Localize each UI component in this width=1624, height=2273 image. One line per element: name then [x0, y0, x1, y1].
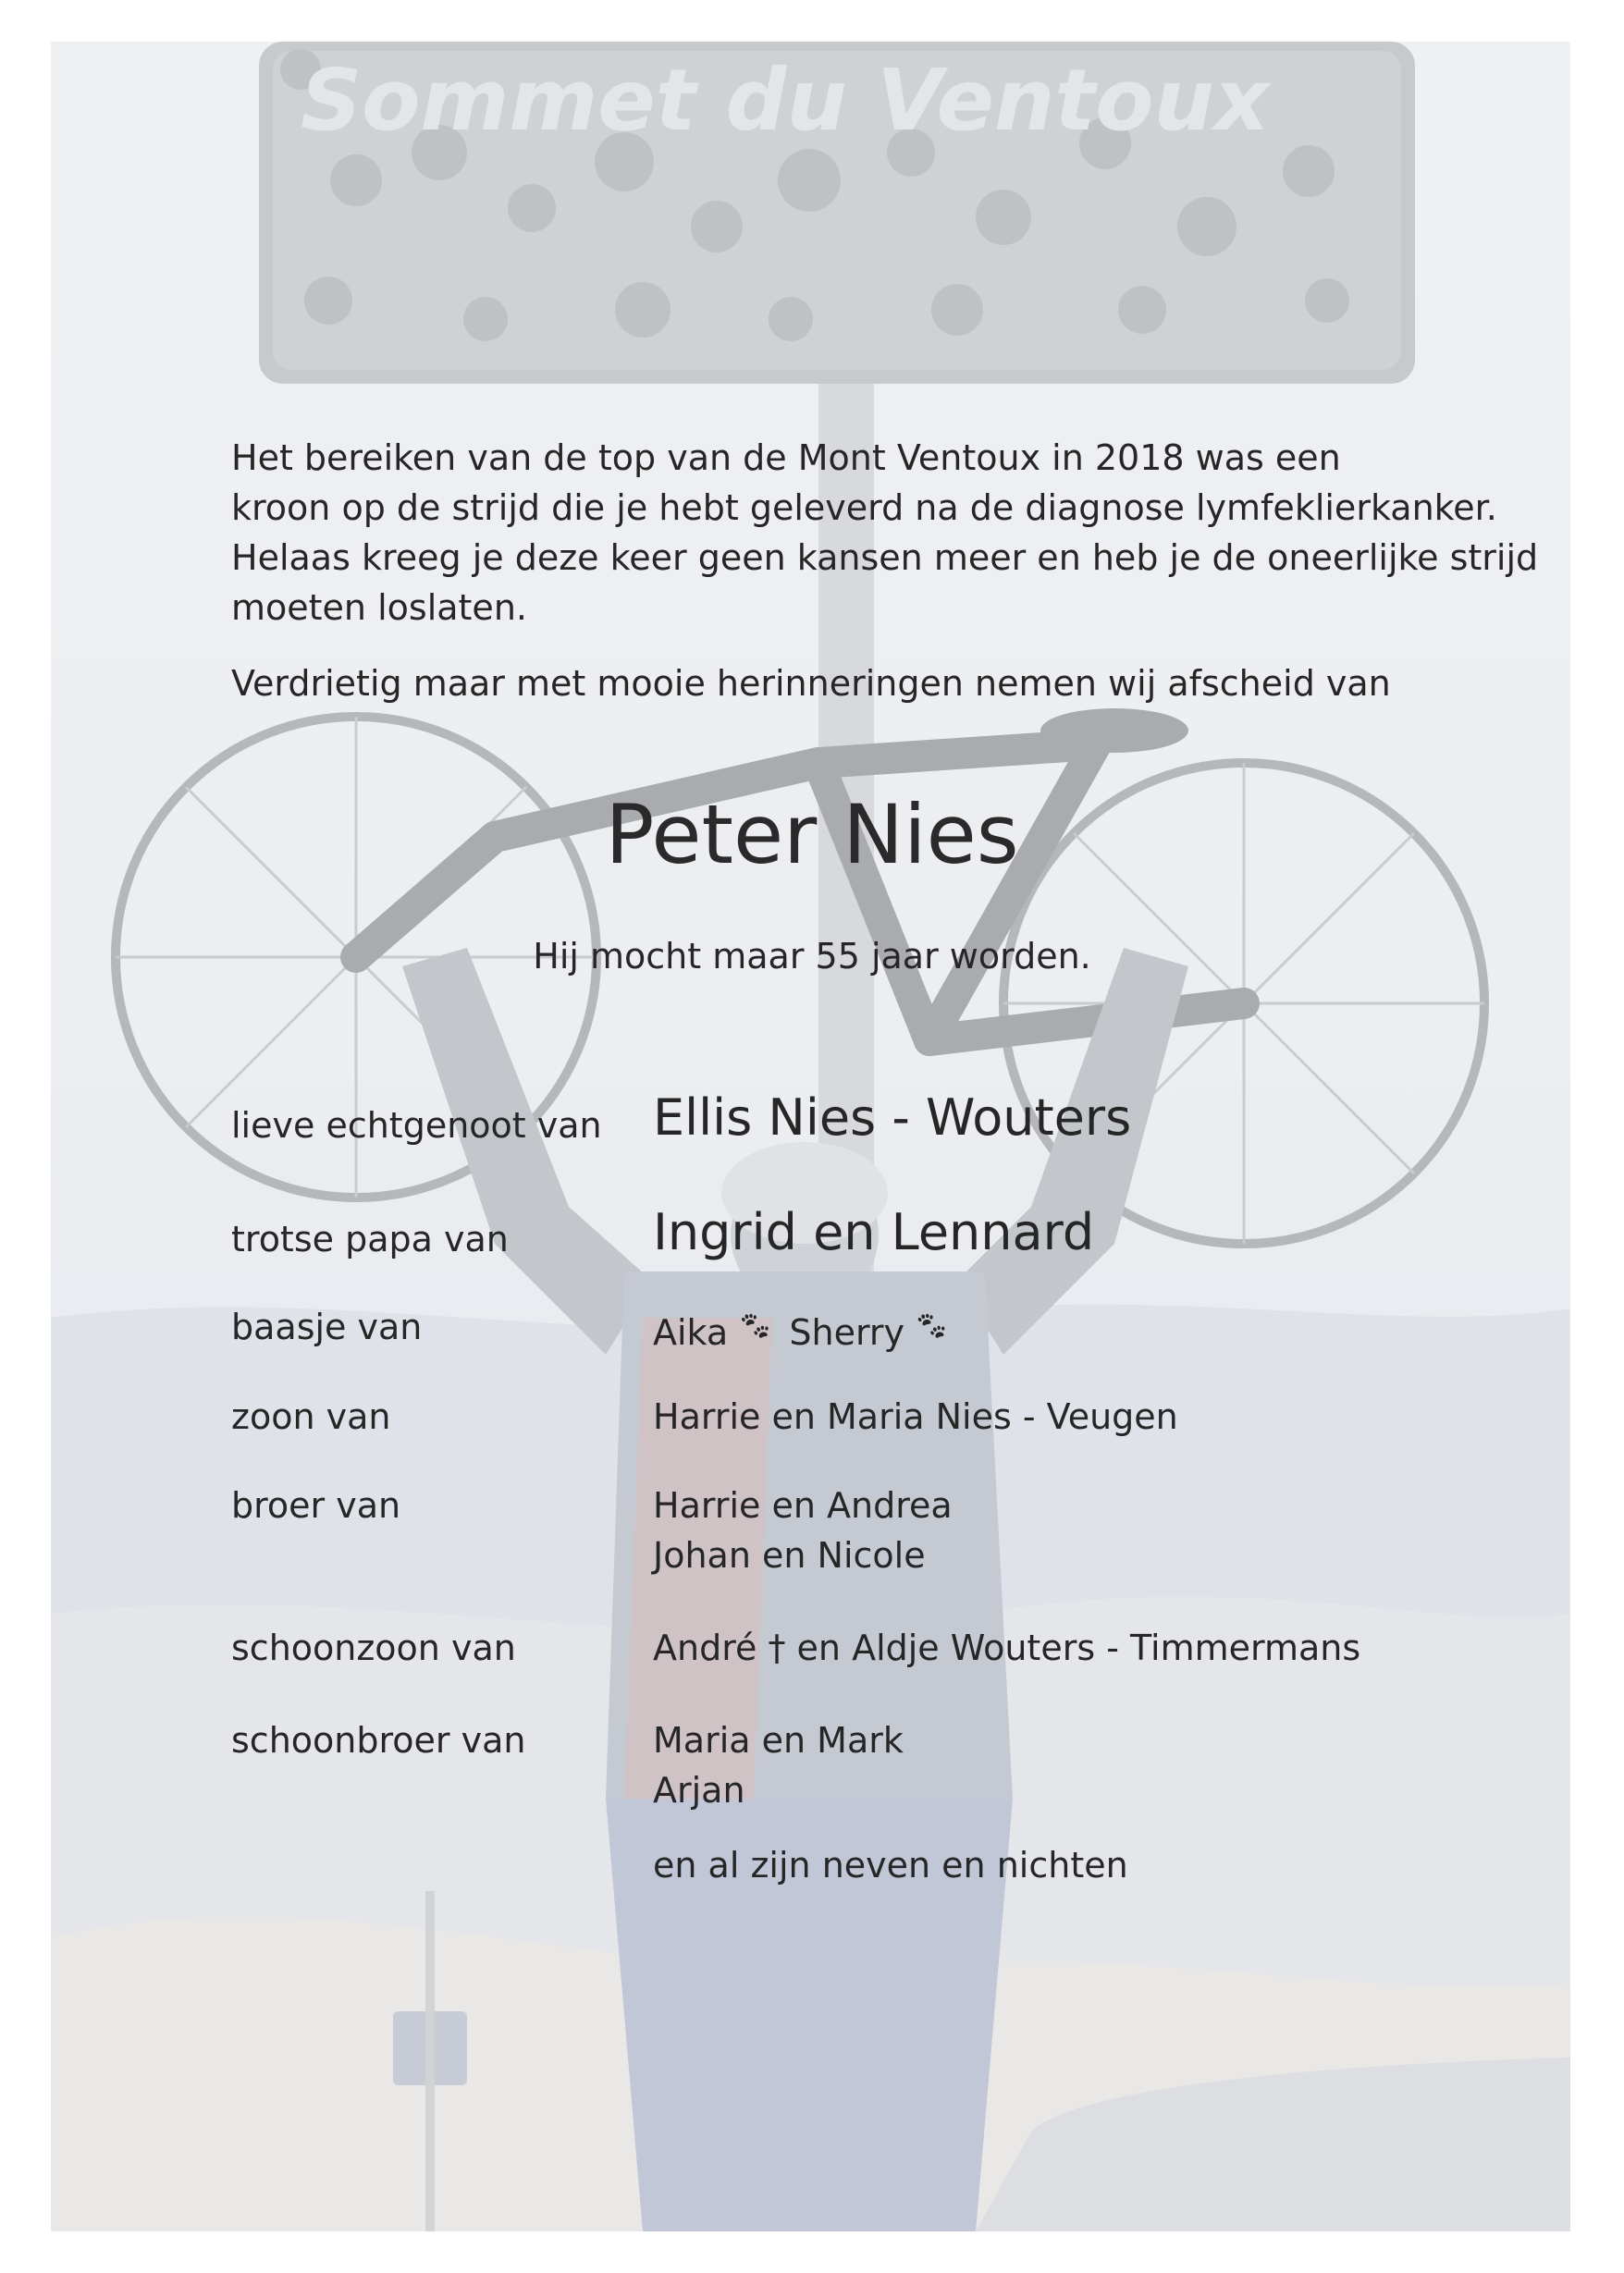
- relation-label-brother-in-law: schoonbroer van: [231, 1720, 526, 1761]
- intro-line-2: kroon op de strijd die je hebt geleverd na de diagnose lymfeklierkanker.: [231, 487, 1497, 528]
- relation-label-pets: baasje van: [231, 1307, 423, 1347]
- intro-line-3: Helaas kreeg je deze keer geen kansen meer en heb je de oneerlijke strijd: [231, 537, 1539, 578]
- farewell-text: Verdrietig maar met mooie herinneringen nemen wij afscheid van: [231, 663, 1391, 704]
- relation-label-spouse: lieve echtgenoot van: [231, 1105, 602, 1146]
- paw-icon: 🐾︎: [914, 1310, 950, 1343]
- relation-label-siblings: broer van: [231, 1485, 401, 1526]
- relation-value-brother-in-law: [653, 1715, 904, 1815]
- relation-value-siblings: [653, 1481, 953, 1580]
- sign-text: Sommet du Ventoux: [301, 51, 1270, 150]
- relation-value-children: Ingrid en Lennard: [653, 1203, 1095, 1261]
- sibling-line-1: Harrie en Andrea: [653, 1485, 953, 1526]
- pet-name-aika: Aika: [653, 1312, 729, 1353]
- relation-label-parents: zoon van: [231, 1396, 391, 1437]
- intro-paragraph: [231, 433, 1544, 633]
- relation-value-pets: [653, 1302, 954, 1358]
- paw-icon: 🐾︎: [737, 1310, 773, 1343]
- closing-text: en al zijn neven en nichten: [653, 1845, 1128, 1886]
- in-law-line-2: Arjan: [653, 1770, 745, 1811]
- pet-name-sherry: Sherry: [789, 1312, 905, 1353]
- relation-value-spouse: Ellis Nies - Wouters: [653, 1088, 1132, 1147]
- sibling-line-2: Johan en Nicole: [653, 1535, 926, 1576]
- in-law-line-1: Maria en Mark: [653, 1720, 904, 1761]
- relation-label-parents-in-law: schoonzoon van: [231, 1628, 516, 1668]
- intro-line-1: Het bereiken van de top van de Mont Ventoux in 2018 was een: [231, 437, 1341, 478]
- relation-label-children: trotse papa van: [231, 1219, 509, 1259]
- intro-line-4: moeten loslaten.: [231, 587, 527, 628]
- age-text: Hij mocht maar 55 jaar worden.: [533, 936, 1091, 977]
- deceased-name: Peter Nies: [605, 787, 1019, 882]
- relation-value-parents: Harrie en Maria Nies - Veugen: [653, 1396, 1178, 1437]
- relation-value-parents-in-law: André † en Aldje Wouters - Timmermans: [653, 1628, 1361, 1668]
